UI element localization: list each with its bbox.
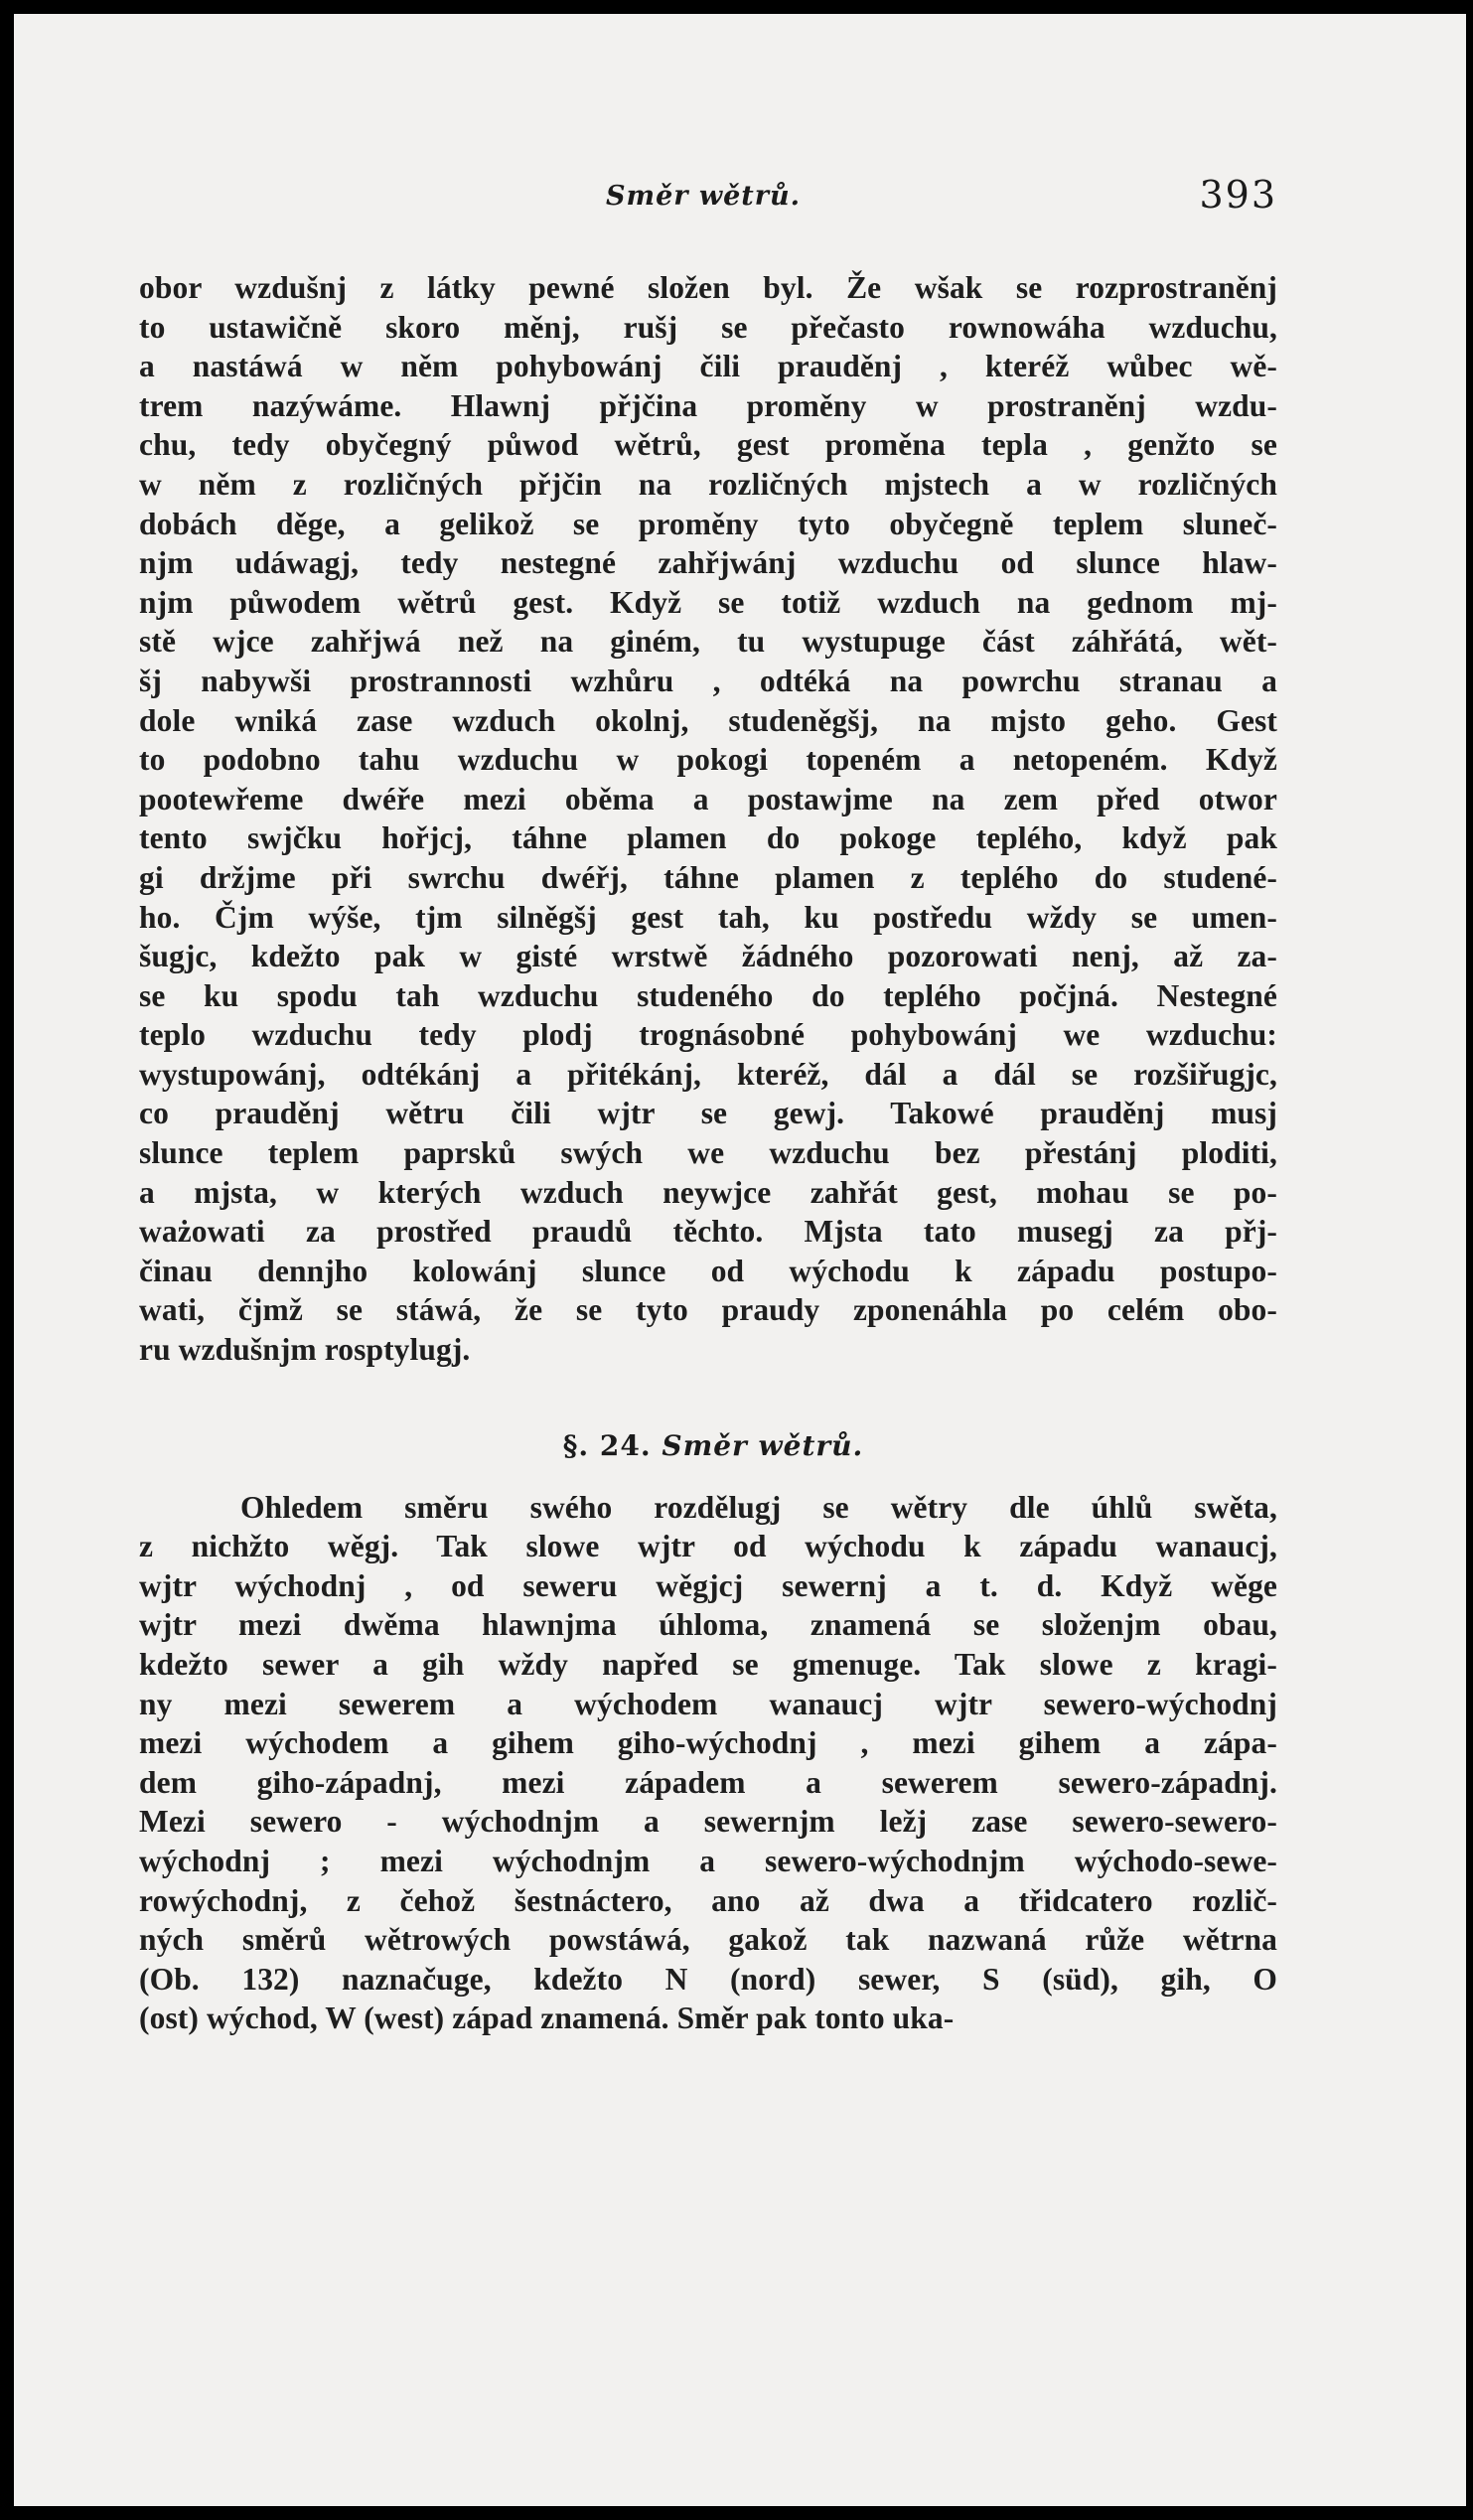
text-line: chu, tedy obyčegný půwod wětrů, gest proměna tepla , genžto se bbox=[139, 427, 1277, 463]
section-heading bbox=[139, 1429, 1277, 1462]
text-line: wjtr mezi dwěma hlawnjma úhloma, znamená se složenjm obau, bbox=[139, 1607, 1277, 1643]
text-line: trem nazýwáme. Hlawnj přjčina proměny w prostraněnj wzdu- bbox=[139, 387, 1277, 423]
text-line: šj nabywši prostrannosti wzhůru , odtéká na powrchu stranau a bbox=[139, 663, 1277, 698]
text-line: obor wzdušnj z látky pewné složen byl. Že wšak se rozprostraněnj bbox=[139, 270, 1277, 305]
text-line: z nichžto wěgj. Tak slowe wjtr od wýchodu k západu wanaucj, bbox=[139, 1529, 1277, 1564]
text-line: Mezi sewero - wýchodnjm a sewernjm ležj zase sewero-sewero- bbox=[139, 1804, 1277, 1840]
text-line: ważowati za prostřed praudů těchto. Mjsta tato musegj za přj- bbox=[139, 1214, 1277, 1250]
text-line: činau dennjho kolowánj slunce od wýchodu k západu postupo- bbox=[139, 1253, 1277, 1288]
text-line: tento swjčku hořjcj, táhne plamen do pokoge teplého, když pak bbox=[139, 820, 1277, 856]
text-line: dole wniká zase wzduch okolnj, studeněgšj, na mjsto geho. Gest bbox=[139, 702, 1277, 738]
text-line: a nastáwá w něm pohybowánj čili prauděnj , kteréž wůbec wě- bbox=[139, 349, 1277, 384]
paragraph-1 bbox=[139, 268, 1277, 1370]
text-line: wati, čjmž se stáwá, že se tyto praudy zponenáhla po celém obo- bbox=[139, 1292, 1277, 1328]
text-line: ru wzdušnjm rosptylugj. bbox=[139, 1332, 471, 1368]
text-line: teplo wzduchu tedy plodj trognásobné pohybowánj we wzduchu: bbox=[139, 1017, 1277, 1053]
text-line: co prauděnj wětru čili wjtr se gewj. Takowé prauděnj musj bbox=[139, 1096, 1277, 1131]
text-line: to podobno tahu wzduchu w pokogi topeném a netopeném. Když bbox=[139, 742, 1277, 778]
text-line: wystupowánj, odtékánj a přitékánj, kteréž, dál a dál se rozšiřugjc, bbox=[139, 1056, 1277, 1092]
book-page bbox=[14, 14, 1466, 2506]
text-line: (ost) wýchod, W (west) západ znamená. Směr pak tonto uka- bbox=[139, 2001, 955, 2036]
text-line: wjtr wýchodnj , od sewеru wěgjcj sewernj a t. d. Když wěge bbox=[139, 1567, 1277, 1603]
text-line: dobách děge, a gelikož se proměny tyto obyčegně teplem slunеč- bbox=[139, 506, 1277, 541]
section-title: Směr wětrů. bbox=[662, 1428, 864, 1462]
text-line: gi držjme při swrchu dwéřj, táhne plamen z teplého do studené- bbox=[139, 859, 1277, 895]
text-line: stě wjce zahřjwá než na giném, tu wystupuge část záhřátá, wět- bbox=[139, 624, 1277, 660]
page-content bbox=[139, 173, 1277, 2038]
text-line: ho. Čjm wýše, tjm silněgšj gest tah, ku postředu wždy se umen- bbox=[139, 899, 1277, 935]
text-line: to ustawičně skoro měnj, rušj se přečasto rownowáha wzduchu, bbox=[139, 309, 1277, 345]
page-number: 393 bbox=[1199, 173, 1277, 217]
text-line: (Ob. 132) naznačuge, kdežto N (nord) sewer, S (süd), gih, O bbox=[139, 1961, 1277, 1997]
text-line: slunce teplem paprsků swých we wzduchu bez přestánj ploditi, bbox=[139, 1135, 1277, 1171]
text-line: dem giho-západnj, mezi západem a sewerem sewero-západnj. bbox=[139, 1764, 1277, 1800]
text-line: njm půwodem wětrů gest. Když se totiž wzduch na gednom mj- bbox=[139, 584, 1277, 620]
text-line: a mjsta, w kterých wzduch neywjce zahřát gest, mohau se po- bbox=[139, 1174, 1277, 1210]
text-line: rowýchodnj, z čehož šestnáctero, ano až dwa a třidcatero rozlič- bbox=[139, 1882, 1277, 1918]
text-line: se ku spodu tah wzduchu studeného do teplého počjná. Nestegné bbox=[139, 977, 1277, 1013]
running-head bbox=[139, 173, 1277, 232]
text-line: njm udáwagj, tedy nestegné zahřjwánj wzduchu od slunce hlaw- bbox=[139, 545, 1277, 581]
section-number: §. 24. bbox=[562, 1428, 652, 1462]
text-line: pootewřeme dwéře mezi oběma a postawjme na zem před otwor bbox=[139, 781, 1277, 816]
text-line: kdežto sewer a gih wždy napřed se gmenuge. Tak slowe z kragi- bbox=[139, 1647, 1277, 1682]
running-head-title: Směr wětrů. bbox=[606, 181, 802, 212]
text-line: ny mezi sewerem a wýchodem wanaucj wjtr sewero-wýchodnj bbox=[139, 1686, 1277, 1721]
text-line: Ohledem směru swého rozdělugj se wětry dle úhlů swěta, bbox=[240, 1489, 1277, 1525]
text-line: wýchodnj ; mezi wýchodnjm a sewero-wýchodnjm wýchodo-sewe- bbox=[139, 1843, 1277, 1878]
text-line: mezi wýchodem a gihem giho-wýchodnj , mezi gihem a zápa- bbox=[139, 1725, 1277, 1761]
paragraph-2 bbox=[139, 1488, 1277, 2038]
text-line: ných směrů wětrowých powstáwá, gakož tak nazwaná růže wětrna bbox=[139, 1922, 1277, 1958]
text-line: w něm z rozličných přjčin na rozličných mjstech a w rozličných bbox=[139, 466, 1277, 502]
text-line: šugjc, kdežto pak w gisté wrstwě žádného pozorowati nenj, až za- bbox=[139, 939, 1277, 974]
